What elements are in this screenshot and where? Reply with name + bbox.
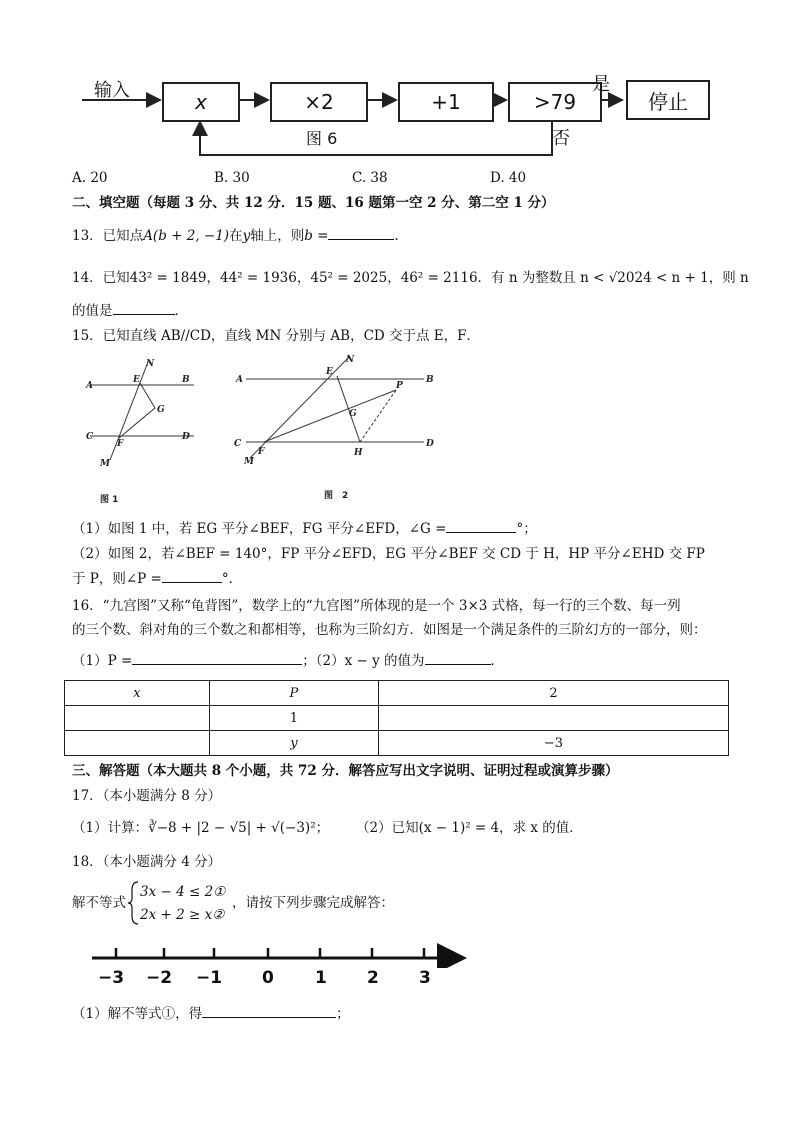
q13-point: A(b + 2, −1) xyxy=(143,228,230,244)
q15-part1-unit: °； xyxy=(516,521,537,537)
flow-box-x: x xyxy=(162,82,240,122)
q15-figure-2 xyxy=(228,350,444,470)
q17-title: 17．（本小题满分 8 分） xyxy=(72,788,222,804)
q12-option-b: B. 30 xyxy=(214,170,250,186)
q15-part1-blank xyxy=(446,518,516,533)
q16-q2-text: ；（2）x − y 的值为 xyxy=(302,653,425,669)
svg-text:N: N xyxy=(146,359,155,369)
svg-text:N: N xyxy=(346,355,355,365)
table-cell: 2 xyxy=(378,681,728,706)
svg-text:D: D xyxy=(182,432,190,442)
svg-text:G: G xyxy=(349,409,357,419)
q16-q2-end: ． xyxy=(490,653,505,669)
table-row xyxy=(65,681,729,706)
flow-input-label: 输入 xyxy=(94,80,130,101)
q13-text-b: 在 xyxy=(229,228,243,244)
number-line-tick-label: 0 xyxy=(262,968,274,988)
flow-box-stop: 停止 xyxy=(626,80,710,120)
q13-var-b: b = xyxy=(304,228,329,244)
table-cell xyxy=(65,706,210,731)
q15-stem: 15．已知直线 AB//CD，直线 MN 分别与 AB，CD 交于点 E，F． xyxy=(72,328,481,344)
q13 xyxy=(72,225,408,246)
q18-part1-text: （1）解不等式①，得 xyxy=(72,1006,203,1022)
number-line-tick-label: −2 xyxy=(146,968,173,988)
q17-part1: （1）计算：∛−8 + |2 − √5| + √(−3)²； xyxy=(72,820,330,836)
q18-part1-blank xyxy=(202,1003,336,1018)
number-line-axis xyxy=(84,938,484,968)
q18-part1 xyxy=(72,1003,350,1024)
q15-part1-text: （1）如图 1 中，若 EG 平分∠BEF，FG 平分∠EFD，∠G = xyxy=(72,521,447,537)
q15-part2-text: 于 P，则∠P = xyxy=(72,571,162,587)
q15-part2-blank xyxy=(162,568,222,583)
svg-text:A: A xyxy=(236,375,243,385)
number-line-tick-label: −3 xyxy=(98,968,125,988)
table-cell xyxy=(65,731,210,756)
q13-var-y: y xyxy=(242,228,251,244)
number-line-tick-label: 2 xyxy=(367,968,379,988)
svg-text:A: A xyxy=(86,381,93,391)
svg-text:C: C xyxy=(86,432,94,442)
svg-text:M: M xyxy=(244,457,254,467)
svg-text:E: E xyxy=(133,375,140,385)
q14-line1: 14．已知43² = 1849，44² = 1936，45² = 2025，46² = 2116．有 n 为整数且 n < √2024 < n + 1，则 n xyxy=(72,270,749,286)
q16-line1: 16．“九宫图”又称“龟背图”，数学上的“九宫图”所体现的是一个 3×3 式格，每一行的三个数、每一列 xyxy=(72,598,681,614)
svg-text:E: E xyxy=(326,367,333,377)
q18-number-line xyxy=(84,938,484,998)
svg-text:C: C xyxy=(234,439,242,449)
q14-text-b: ． xyxy=(174,303,188,319)
svg-text:M: M xyxy=(100,459,110,469)
number-line-tick-label: 3 xyxy=(419,968,431,988)
table-cell: y xyxy=(209,731,378,756)
q14-text-a: 的值是 xyxy=(72,303,113,319)
svg-text:P: P xyxy=(396,381,403,391)
q18-lead: 解不等式 xyxy=(72,895,126,911)
svg-text:F: F xyxy=(258,447,265,457)
q15-part2-line2 xyxy=(72,568,242,589)
q15-figure-1 xyxy=(84,356,204,476)
number-line-tick-label: 1 xyxy=(315,968,327,988)
q13-text-d: ． xyxy=(394,228,408,244)
svg-text:H: H xyxy=(354,448,363,458)
flow-box-gt79: >79 xyxy=(508,82,602,122)
svg-text:B: B xyxy=(182,375,190,385)
number-line-tick-label: −1 xyxy=(196,968,223,988)
table-cell: x xyxy=(65,681,210,706)
q15-figure-1-label: 图 1 xyxy=(100,495,119,505)
table-row xyxy=(65,706,729,731)
q16-questions xyxy=(72,650,504,671)
q12-option-a: A. 20 xyxy=(72,170,108,186)
q15-part2-unit: °． xyxy=(221,571,243,587)
table-cell xyxy=(378,706,728,731)
q13-answer-blank xyxy=(328,225,394,240)
q13-text-c: 轴上，则 xyxy=(250,228,305,244)
q18-system-brace xyxy=(128,880,140,926)
table-row xyxy=(65,731,729,756)
q17-parts xyxy=(72,818,583,838)
q12-option-c: C. 38 xyxy=(352,170,388,186)
q15-figure-2-label: 图 2 xyxy=(324,491,349,501)
flow-no-label: 否 xyxy=(552,128,570,149)
flow-figure-label: 图 6 xyxy=(306,129,338,148)
svg-text:B: B xyxy=(426,375,434,385)
table-cell: 1 xyxy=(209,706,378,731)
flow-box-plus1: +1 xyxy=(398,82,494,122)
q17-part2: （2）已知(x − 1)² = 4，求 x 的值． xyxy=(356,820,583,836)
svg-text:F: F xyxy=(117,439,124,449)
q14-answer-blank xyxy=(113,300,175,315)
q13-text-a: 13．已知点 xyxy=(72,228,144,244)
table-cell: −3 xyxy=(378,731,728,756)
q18-part1-end: ； xyxy=(336,1006,350,1022)
q16-q2-blank xyxy=(425,650,491,665)
q18-inequality-1: 3x − 4 ≤ 2① xyxy=(140,884,226,900)
q15-part2-line1: （2）如图 2，若∠BEF = 140°，FP 平分∠EFD，EG 平分∠BEF 交 CD 于 H，HP 平分∠EHD 交 FP xyxy=(72,546,705,562)
svg-text:D: D xyxy=(426,439,434,449)
q15-part1 xyxy=(72,518,537,539)
q18-title: 18．（本小题满分 4 分） xyxy=(72,854,222,870)
section2-heading: 二、填空题（每题 3 分、共 12 分．15 题、16 题第一空 2 分、第二空 1 分） xyxy=(72,195,555,211)
section3-heading: 三、解答题（本大题共 8 个小题，共 72 分．解答应写出文字说明、证明过程或演算步骤） xyxy=(72,763,619,779)
svg-text:G: G xyxy=(157,405,165,415)
q16-line2: 的三个数、斜对角的三个数之和都相等，也称为三阶幻方．如图是一个满足条件的三阶幻方的一部分，则： xyxy=(72,622,707,638)
flow-yes-label: 是 xyxy=(592,74,610,95)
q16-q1-blank xyxy=(132,650,302,665)
q14-line2 xyxy=(72,300,188,321)
q12-option-d: D. 40 xyxy=(490,170,527,186)
q18-trail: ，请按下列步骤完成解答： xyxy=(232,895,394,911)
q18-inequality-2: 2x + 2 ≥ x② xyxy=(140,907,225,923)
q16-q1-text: （1）P = xyxy=(72,653,133,669)
table-cell: P xyxy=(209,681,378,706)
flow-box-times2: ×2 xyxy=(270,82,368,122)
magic-square-table xyxy=(64,680,729,756)
